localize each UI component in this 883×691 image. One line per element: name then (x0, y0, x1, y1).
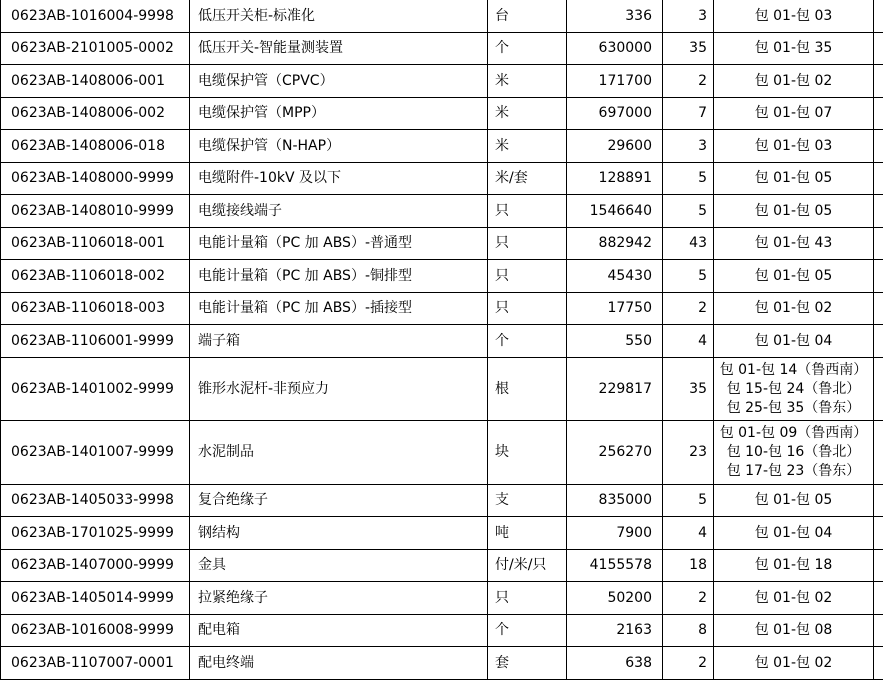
material-code-cell: 0623AB-1701025-9999 (1, 517, 190, 550)
table-edge-cell (874, 421, 883, 485)
package-count-cell: 3 (663, 0, 714, 33)
lot-range-cell (714, 65, 874, 98)
table-row (1, 260, 883, 293)
table-row (1, 485, 883, 517)
material-code-cell: 0623AB-1407000-9999 (1, 550, 190, 582)
lot-range-line: 包 01-包 02 (754, 654, 833, 671)
material-code-cell: 0623AB-1401007-9999 (1, 421, 190, 485)
lot-range-cell (714, 163, 874, 195)
unit-cell: 只 (488, 195, 567, 228)
material-code-cell: 0623AB-1016004-9998 (1, 0, 190, 33)
package-count-cell: 5 (663, 485, 714, 517)
table-edge-cell (874, 260, 883, 293)
lot-range-line: 包 01-包 03 (754, 7, 833, 24)
table-edge-cell (874, 615, 883, 647)
table-edge-cell (874, 582, 883, 615)
table-row (1, 615, 883, 647)
lot-range-cell (714, 615, 874, 647)
unit-cell: 只 (488, 582, 567, 615)
quantity-cell: 229817 (567, 358, 663, 421)
lot-range-cell (714, 582, 874, 615)
package-count-cell: 5 (663, 163, 714, 195)
quantity-cell: 4155578 (567, 550, 663, 582)
quantity-cell: 256270 (567, 421, 663, 485)
lot-range-line: 包 01-包 08 (754, 622, 833, 638)
lot-range-line: 包 10-包 16（鲁北） (726, 444, 861, 460)
table-edge-cell (874, 0, 883, 33)
package-count-cell: 35 (663, 358, 714, 421)
quantity-cell: 29600 (567, 130, 663, 163)
material-code-cell: 0623AB-1408010-9999 (1, 195, 190, 228)
lot-range-line: 包 01-包 03 (754, 137, 833, 154)
table-edge-cell (874, 550, 883, 582)
material-code-cell: 0623AB-1106018-001 (1, 228, 190, 260)
lot-range-cell (714, 293, 874, 325)
unit-cell: 只 (488, 260, 567, 293)
table-edge-cell (874, 325, 883, 358)
package-count-cell: 2 (663, 582, 714, 615)
material-name-cell: 电缆附件-10kV 及以下 (190, 163, 488, 195)
unit-cell: 个 (488, 325, 567, 358)
quantity-cell: 550 (567, 325, 663, 358)
unit-cell: 吨 (488, 517, 567, 550)
unit-cell: 个 (488, 33, 567, 65)
material-name-cell: 电能计量箱（PC 加 ABS）-铜排型 (190, 260, 488, 293)
material-name-cell: 电能计量箱（PC 加 ABS）-插接型 (190, 293, 488, 325)
table-row (1, 358, 883, 421)
unit-cell: 米 (488, 65, 567, 98)
quantity-cell: 171700 (567, 65, 663, 98)
material-code-cell: 0623AB-1106018-002 (1, 260, 190, 293)
material-code-cell: 0623AB-2101005-0002 (1, 33, 190, 65)
lot-range-cell (714, 325, 874, 358)
material-name-cell: 电缆接线端子 (190, 195, 488, 228)
lot-range-cell (714, 130, 874, 163)
lot-range-cell (714, 421, 874, 485)
table-row (1, 550, 883, 582)
table-edge-cell (874, 98, 883, 130)
material-name-cell: 配电终端 (190, 647, 488, 680)
table-edge-cell (874, 517, 883, 550)
table-row (1, 647, 883, 680)
quantity-cell: 835000 (567, 485, 663, 517)
unit-cell: 个 (488, 615, 567, 647)
package-count-cell: 3 (663, 130, 714, 163)
quantity-cell: 17750 (567, 293, 663, 325)
lot-range-line: 包 25-包 35（鲁东） (726, 399, 861, 416)
lot-range-cell (714, 260, 874, 293)
quantity-cell: 2163 (567, 615, 663, 647)
material-name-cell: 复合绝缘子 (190, 485, 488, 517)
quantity-cell: 128891 (567, 163, 663, 195)
package-count-cell: 43 (663, 228, 714, 260)
unit-cell: 米/套 (488, 163, 567, 195)
unit-cell: 只 (488, 228, 567, 260)
lot-range-cell (714, 517, 874, 550)
material-code-cell: 0623AB-1401002-9999 (1, 358, 190, 421)
package-count-cell: 18 (663, 550, 714, 582)
lot-range-line: 包 01-包 04 (754, 332, 833, 349)
lot-range-line: 包 01-包 18 (754, 557, 833, 573)
material-name-cell: 低压开关-智能量测装置 (190, 33, 488, 65)
table-edge-cell (874, 485, 883, 517)
material-code-cell: 0623AB-1107007-0001 (1, 647, 190, 680)
material-code-cell: 0623AB-1408006-018 (1, 130, 190, 163)
quantity-cell: 50200 (567, 582, 663, 615)
material-name-cell: 电缆保护管（MPP） (190, 98, 488, 130)
lot-range-line: 包 15-包 24（鲁北） (726, 380, 861, 397)
unit-cell: 台 (488, 0, 567, 33)
lot-range-line: 包 01-包 02 (754, 589, 833, 606)
lot-range-cell (714, 485, 874, 517)
unit-cell: 块 (488, 421, 567, 485)
lot-range-line: 包 01-包 07 (754, 105, 833, 121)
table-edge-cell (874, 65, 883, 98)
table-edge-cell (874, 358, 883, 421)
table-row (1, 582, 883, 615)
table-row (1, 195, 883, 228)
lot-range-cell (714, 358, 874, 421)
material-name-cell: 配电箱 (190, 615, 488, 647)
lot-range-cell (714, 0, 874, 33)
lot-range-line: 包 01-包 02 (754, 72, 833, 89)
quantity-cell: 697000 (567, 98, 663, 130)
package-count-cell: 2 (663, 65, 714, 98)
material-code-cell: 0623AB-1408006-002 (1, 98, 190, 130)
lot-range-line: 包 01-包 05 (754, 202, 833, 219)
lot-range-cell (714, 98, 874, 130)
quantity-cell: 630000 (567, 33, 663, 65)
package-count-cell: 23 (663, 421, 714, 485)
lot-range-line: 包 01-包 35 (754, 40, 833, 56)
material-code-cell: 0623AB-1408006-001 (1, 65, 190, 98)
table-row (1, 517, 883, 550)
material-code-cell: 0623AB-1405033-9998 (1, 485, 190, 517)
lot-range-line: 包 01-包 02 (754, 300, 833, 316)
material-name-cell: 电缆保护管（N-HAP） (190, 130, 488, 163)
material-name-cell: 锥形水泥杆-非预应力 (190, 358, 488, 421)
quantity-cell: 882942 (567, 228, 663, 260)
lot-range-cell (714, 195, 874, 228)
table-row (1, 228, 883, 260)
package-count-cell: 2 (663, 293, 714, 325)
table-edge-cell (874, 33, 883, 65)
package-count-cell: 5 (663, 260, 714, 293)
quantity-cell: 1546640 (567, 195, 663, 228)
unit-cell: 米 (488, 98, 567, 130)
lot-range-cell (714, 647, 874, 680)
table-edge-cell (874, 163, 883, 195)
lot-range-line: 包 01-包 09（鲁西南） (719, 425, 868, 441)
material-name-cell: 水泥制品 (190, 421, 488, 485)
lot-range-line: 包 01-包 05 (754, 170, 833, 186)
package-count-cell: 7 (663, 98, 714, 130)
lot-range-line: 包 01-包 05 (754, 267, 833, 284)
lot-range-line: 包 01-包 04 (754, 524, 833, 541)
package-count-cell: 8 (663, 615, 714, 647)
material-code-cell: 0623AB-1106001-9999 (1, 325, 190, 358)
table-row (1, 421, 883, 485)
quantity-cell: 638 (567, 647, 663, 680)
material-name-cell: 端子箱 (190, 325, 488, 358)
unit-cell: 套 (488, 647, 567, 680)
unit-cell: 只 (488, 293, 567, 325)
material-code-cell: 0623AB-1405014-9999 (1, 582, 190, 615)
lot-range-line: 包 17-包 23（鲁东） (726, 463, 861, 479)
lot-range-cell (714, 33, 874, 65)
package-count-cell: 2 (663, 647, 714, 680)
material-code-cell: 0623AB-1106018-003 (1, 293, 190, 325)
lot-range-line: 包 01-包 05 (754, 492, 833, 508)
table-edge-cell (874, 195, 883, 228)
unit-cell: 付/米/只 (488, 550, 567, 582)
package-count-cell: 4 (663, 517, 714, 550)
table-row (1, 293, 883, 325)
table-row (1, 0, 883, 33)
material-name-cell: 低压开关柜-标准化 (190, 0, 488, 33)
table-body (1, 0, 883, 680)
table-edge-cell (874, 293, 883, 325)
material-code-cell: 0623AB-1408000-9999 (1, 163, 190, 195)
lot-range-line: 包 01-包 43 (754, 235, 833, 251)
material-name-cell: 拉紧绝缘子 (190, 582, 488, 615)
material-name-cell: 金具 (190, 550, 488, 582)
table-edge-cell (874, 647, 883, 680)
material-name-cell: 电缆保护管（CPVC） (190, 65, 488, 98)
table-row (1, 130, 883, 163)
unit-cell: 米 (488, 130, 567, 163)
table-row (1, 98, 883, 130)
lot-range-line: 包 01-包 14（鲁西南） (719, 361, 868, 378)
table-edge-cell (874, 130, 883, 163)
material-name-cell: 钢结构 (190, 517, 488, 550)
lot-range-cell (714, 550, 874, 582)
material-name-cell: 电能计量箱（PC 加 ABS）-普通型 (190, 228, 488, 260)
table-row (1, 325, 883, 358)
package-count-cell: 35 (663, 33, 714, 65)
table-edge-cell (874, 228, 883, 260)
unit-cell: 支 (488, 485, 567, 517)
quantity-cell: 7900 (567, 517, 663, 550)
quantity-cell: 45430 (567, 260, 663, 293)
table-row (1, 163, 883, 195)
table-row (1, 33, 883, 65)
package-count-cell: 4 (663, 325, 714, 358)
lot-range-cell (714, 228, 874, 260)
package-count-cell: 5 (663, 195, 714, 228)
material-code-cell: 0623AB-1016008-9999 (1, 615, 190, 647)
table-row (1, 65, 883, 98)
unit-cell: 根 (488, 358, 567, 421)
quantity-cell: 336 (567, 0, 663, 33)
